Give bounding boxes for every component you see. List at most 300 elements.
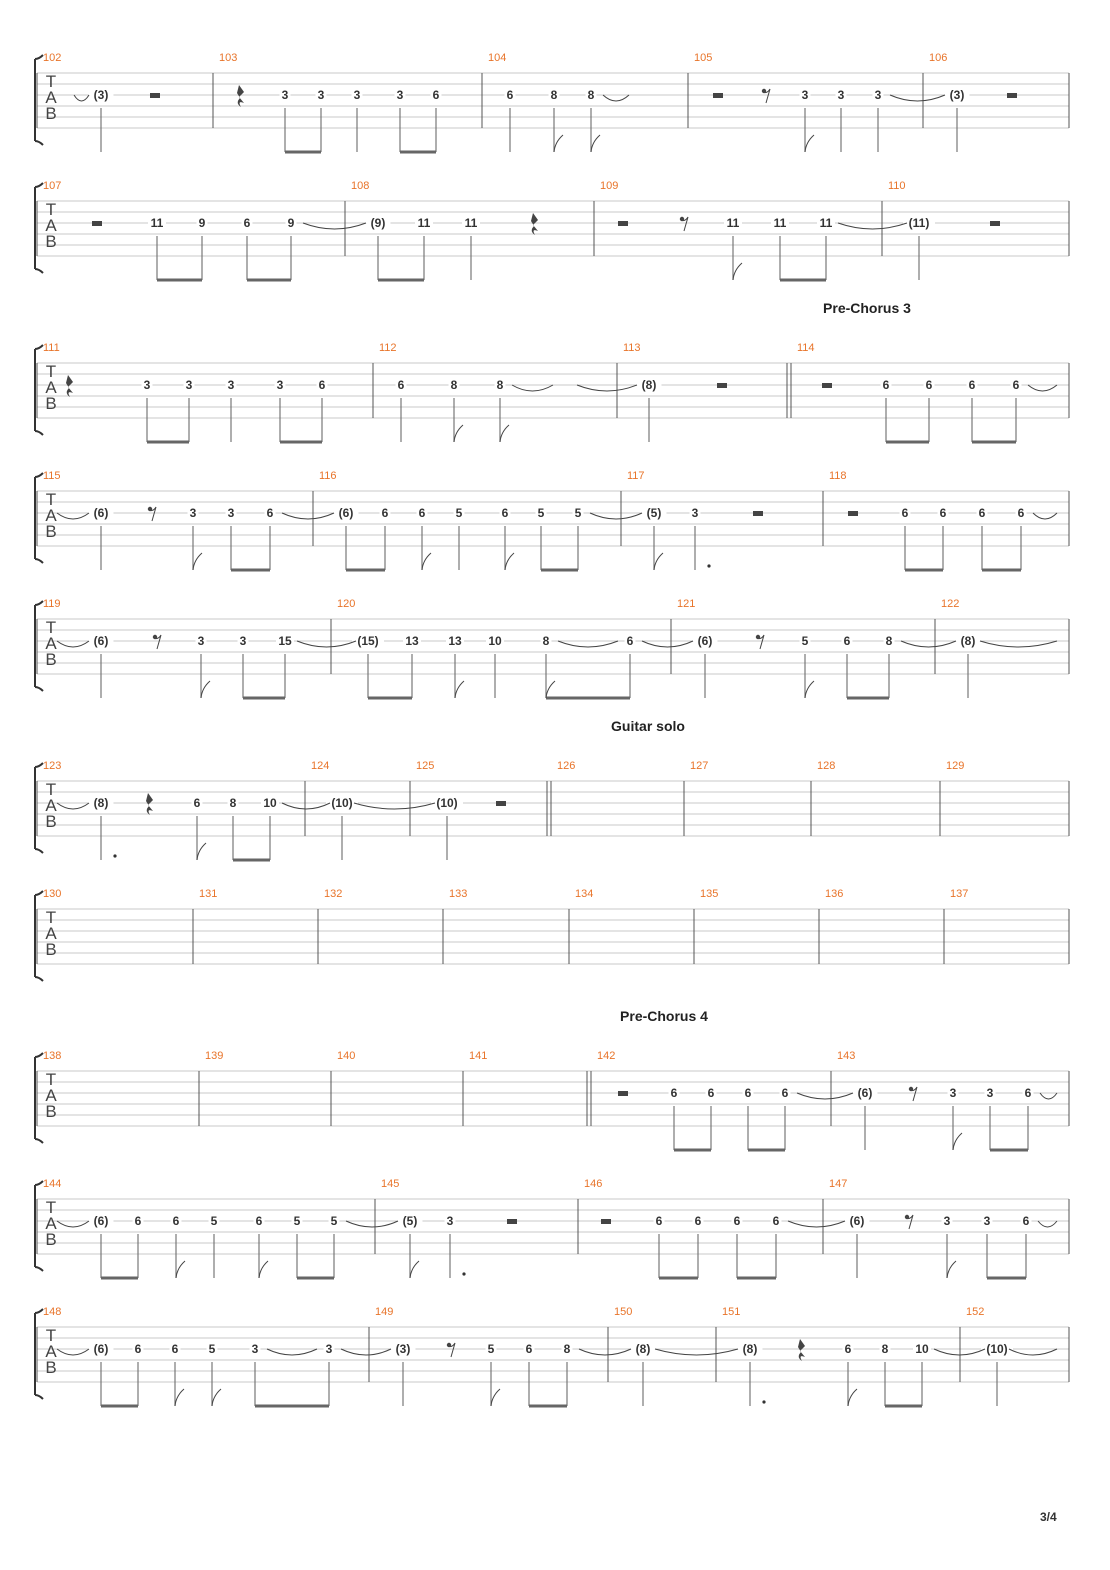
fret-number: 3 bbox=[143, 378, 151, 392]
fret-number: 10 bbox=[263, 796, 277, 810]
eighth-flag bbox=[212, 1389, 221, 1406]
tie-arc bbox=[57, 803, 89, 809]
tab-clef-b: B bbox=[45, 812, 57, 831]
measure-number: 102 bbox=[43, 52, 62, 64]
eighth-flag bbox=[953, 1133, 962, 1150]
tab-clef-a: A bbox=[45, 1086, 57, 1105]
half-rest bbox=[713, 93, 723, 98]
page-number: 3/4 bbox=[1040, 1510, 1057, 1524]
eighth-flag bbox=[546, 681, 555, 698]
measure-number: 128 bbox=[817, 760, 836, 772]
measure-number: 133 bbox=[449, 888, 468, 900]
tab-clef-b: B bbox=[45, 232, 57, 251]
fret-number: 11 bbox=[726, 216, 740, 230]
fret-number: 6 bbox=[172, 1214, 180, 1228]
tab-clef-b: B bbox=[45, 1230, 57, 1249]
fret-number: 5 bbox=[574, 506, 582, 520]
fret-number: (6) bbox=[849, 1214, 865, 1228]
fret-number: 6 bbox=[1012, 378, 1020, 392]
fret-number: 6 bbox=[397, 378, 405, 392]
fret-number: 6 bbox=[1017, 506, 1025, 520]
fret-number: 3 bbox=[325, 1342, 333, 1356]
measure-number: 104 bbox=[488, 52, 507, 64]
tab-system bbox=[35, 1008, 1069, 1150]
tie-arc bbox=[1028, 385, 1057, 391]
fret-number: 6 bbox=[744, 1086, 752, 1100]
tab-clef-a: A bbox=[45, 88, 57, 107]
measure-number: 120 bbox=[337, 598, 356, 610]
section-label: Pre-Chorus 4 bbox=[620, 1008, 708, 1024]
fret-number: 3 bbox=[837, 88, 845, 102]
fret-number: 3 bbox=[189, 506, 197, 520]
tab-system bbox=[35, 718, 1069, 860]
tie-arc bbox=[590, 513, 642, 519]
fret-number: 3 bbox=[276, 378, 284, 392]
fret-number: (15) bbox=[357, 634, 379, 648]
fret-number: 6 bbox=[694, 1214, 702, 1228]
tab-system bbox=[35, 888, 1069, 981]
measure-number: 152 bbox=[966, 1306, 985, 1318]
fret-number: 6 bbox=[707, 1086, 715, 1100]
tab-system bbox=[35, 598, 1069, 698]
measure-number: 147 bbox=[829, 1178, 848, 1190]
tie-arc bbox=[303, 223, 366, 229]
measure-number: 105 bbox=[694, 52, 713, 64]
tie-arc bbox=[788, 1221, 845, 1227]
fret-number: (6) bbox=[93, 634, 109, 648]
system-bracket bbox=[35, 345, 43, 435]
measure-number: 103 bbox=[219, 52, 238, 64]
measure-number: 129 bbox=[946, 760, 965, 772]
system-bracket bbox=[35, 473, 43, 563]
measure-number: 136 bbox=[825, 888, 844, 900]
fret-number: 3 bbox=[874, 88, 882, 102]
tie-arc bbox=[282, 803, 330, 809]
fret-number: 6 bbox=[772, 1214, 780, 1228]
fret-number: 8 bbox=[229, 796, 237, 810]
tab-clef-a: A bbox=[45, 216, 57, 235]
fret-number: 3 bbox=[281, 88, 289, 102]
tie-arc bbox=[655, 1349, 738, 1355]
fret-number: 6 bbox=[266, 506, 274, 520]
tie-arc bbox=[57, 1349, 89, 1355]
half-rest bbox=[601, 1219, 611, 1224]
fret-number: 3 bbox=[983, 1214, 991, 1228]
fret-number: 5 bbox=[537, 506, 545, 520]
tie-arc bbox=[558, 641, 618, 647]
fret-number: 3 bbox=[691, 506, 699, 520]
eighth-flag bbox=[805, 135, 814, 152]
tab-system bbox=[35, 1178, 1069, 1278]
eighth-flag bbox=[733, 263, 742, 280]
tab-clef-b: B bbox=[45, 104, 57, 123]
fret-number: 10 bbox=[915, 1342, 929, 1356]
tab-clef-t: T bbox=[45, 1070, 57, 1089]
measure-number: 144 bbox=[43, 1178, 62, 1190]
fret-number: 11 bbox=[150, 216, 164, 230]
measure-number: 126 bbox=[557, 760, 576, 772]
tab-system bbox=[35, 180, 1069, 280]
measure-number: 132 bbox=[324, 888, 343, 900]
measure-number: 115 bbox=[43, 470, 61, 482]
tie-arc bbox=[1009, 1349, 1057, 1355]
measure-number: 112 bbox=[379, 342, 397, 354]
tie-arc bbox=[267, 1349, 317, 1355]
tie-arc bbox=[980, 641, 1057, 647]
measure-number: 106 bbox=[929, 52, 948, 64]
tie-arc bbox=[890, 95, 945, 101]
tie-arc bbox=[1040, 1093, 1057, 1099]
measure-number: 151 bbox=[722, 1306, 741, 1318]
dot bbox=[762, 1400, 765, 1403]
tab-clef-b: B bbox=[45, 394, 57, 413]
half-rest bbox=[717, 383, 727, 388]
fret-number: 6 bbox=[506, 88, 514, 102]
eighth-flag bbox=[422, 553, 431, 570]
eighth-flag bbox=[591, 135, 600, 152]
fret-number: (10) bbox=[436, 796, 458, 810]
fret-number: (10) bbox=[331, 796, 353, 810]
fret-number: (5) bbox=[402, 1214, 418, 1228]
measure-number: 139 bbox=[205, 1050, 224, 1062]
eighth-flag bbox=[505, 553, 514, 570]
fret-number: 5 bbox=[210, 1214, 218, 1228]
measure-number: 145 bbox=[381, 1178, 400, 1190]
fret-number: (8) bbox=[742, 1342, 758, 1356]
half-rest bbox=[507, 1219, 517, 1224]
half-rest bbox=[618, 1091, 628, 1096]
eighth-flag bbox=[491, 1389, 500, 1406]
system-bracket bbox=[35, 1181, 43, 1271]
tie-arc bbox=[1038, 1221, 1057, 1227]
tab-clef-t: T bbox=[45, 362, 57, 381]
fret-number: (11) bbox=[908, 216, 930, 230]
fret-number: 6 bbox=[255, 1214, 263, 1228]
eighth-flag bbox=[848, 1389, 857, 1406]
tab-clef-b: B bbox=[45, 1102, 57, 1121]
measure-number: 118 bbox=[829, 470, 847, 482]
fret-number: 13 bbox=[448, 634, 462, 648]
tab-clef-t: T bbox=[45, 1326, 57, 1345]
measure-number: 113 bbox=[623, 342, 641, 354]
fret-number: 6 bbox=[171, 1342, 179, 1356]
fret-number: 8 bbox=[550, 88, 558, 102]
fret-number: (6) bbox=[93, 506, 109, 520]
half-rest bbox=[848, 511, 858, 516]
measure-number: 149 bbox=[375, 1306, 394, 1318]
section-label: Guitar solo bbox=[611, 718, 685, 734]
fret-number: 11 bbox=[773, 216, 787, 230]
tie-arc bbox=[579, 1349, 631, 1355]
tie-arc bbox=[354, 803, 435, 809]
measure-number: 140 bbox=[337, 1050, 356, 1062]
eighth-flag bbox=[197, 843, 206, 860]
eighth-flag bbox=[455, 681, 464, 698]
fret-number: 6 bbox=[844, 1342, 852, 1356]
fret-number: 8 bbox=[563, 1342, 571, 1356]
tie-arc bbox=[1033, 513, 1057, 519]
eighth-flag bbox=[259, 1261, 268, 1278]
fret-number: (6) bbox=[338, 506, 354, 520]
fret-number: 9 bbox=[287, 216, 295, 230]
tab-clef-b: B bbox=[45, 940, 57, 959]
dot bbox=[707, 564, 710, 567]
fret-number: 3 bbox=[197, 634, 205, 648]
fret-number: 5 bbox=[801, 634, 809, 648]
tab-clef-a: A bbox=[45, 506, 57, 525]
tie-arc bbox=[642, 641, 693, 647]
tab-system bbox=[35, 52, 1069, 152]
tab-clef-t: T bbox=[45, 72, 57, 91]
fret-number: 9 bbox=[198, 216, 206, 230]
measure-number: 114 bbox=[797, 342, 815, 354]
fret-number: (3) bbox=[93, 88, 109, 102]
system-bracket bbox=[35, 891, 43, 981]
fret-number: (3) bbox=[949, 88, 965, 102]
fret-number: 6 bbox=[134, 1342, 142, 1356]
fret-number: 3 bbox=[446, 1214, 454, 1228]
fret-number: 6 bbox=[968, 378, 976, 392]
fret-number: 3 bbox=[986, 1086, 994, 1100]
measure-number: 121 bbox=[677, 598, 696, 610]
tab-clef-a: A bbox=[45, 634, 57, 653]
measure-number: 116 bbox=[319, 470, 337, 482]
fret-number: 6 bbox=[318, 378, 326, 392]
fret-number: 3 bbox=[801, 88, 809, 102]
fret-number: (9) bbox=[370, 216, 386, 230]
eighth-flag bbox=[176, 1261, 185, 1278]
tab-clef-b: B bbox=[45, 1358, 57, 1377]
eighth-flag bbox=[554, 135, 563, 152]
fret-number: (6) bbox=[697, 634, 713, 648]
tie-arc bbox=[901, 641, 956, 647]
fret-number: (8) bbox=[635, 1342, 651, 1356]
tie-arc bbox=[341, 1349, 391, 1355]
half-rest bbox=[496, 801, 506, 806]
fret-number: 6 bbox=[432, 88, 440, 102]
fret-number: (5) bbox=[646, 506, 662, 520]
eighth-flag bbox=[805, 681, 814, 698]
fret-number: 3 bbox=[239, 634, 247, 648]
fret-number: 8 bbox=[587, 88, 595, 102]
fret-number: 3 bbox=[227, 378, 235, 392]
fret-number: 3 bbox=[943, 1214, 951, 1228]
eighth-flag bbox=[201, 681, 210, 698]
quarter-rest bbox=[146, 793, 153, 815]
fret-number: 11 bbox=[464, 216, 478, 230]
fret-number: 3 bbox=[317, 88, 325, 102]
half-rest bbox=[92, 221, 102, 226]
fret-number: 6 bbox=[418, 506, 426, 520]
system-bracket bbox=[35, 183, 43, 273]
system-bracket bbox=[35, 1053, 43, 1143]
measure-number: 117 bbox=[627, 470, 645, 482]
measure-number: 135 bbox=[700, 888, 719, 900]
fret-number: 6 bbox=[733, 1214, 741, 1228]
system-bracket bbox=[35, 1309, 43, 1399]
fret-number: 3 bbox=[353, 88, 361, 102]
tab-clef-t: T bbox=[45, 780, 57, 799]
fret-number: 3 bbox=[396, 88, 404, 102]
half-rest bbox=[1007, 93, 1017, 98]
fret-number: 5 bbox=[455, 506, 463, 520]
measure-number: 119 bbox=[43, 598, 61, 610]
fret-number: 5 bbox=[487, 1342, 495, 1356]
tab-clef-a: A bbox=[45, 924, 57, 943]
fret-number: 13 bbox=[405, 634, 419, 648]
tie-arc bbox=[346, 1221, 398, 1227]
fret-number: 6 bbox=[243, 216, 251, 230]
measure-number: 131 bbox=[199, 888, 218, 900]
measure-number: 122 bbox=[941, 598, 960, 610]
half-rest bbox=[990, 221, 1000, 226]
fret-number: 6 bbox=[193, 796, 201, 810]
measure-number: 142 bbox=[597, 1050, 616, 1062]
fret-number: 6 bbox=[525, 1342, 533, 1356]
fret-number: 3 bbox=[251, 1342, 259, 1356]
half-rest bbox=[822, 383, 832, 388]
fret-number: (6) bbox=[93, 1214, 109, 1228]
measure-number: 127 bbox=[690, 760, 709, 772]
tie-arc bbox=[57, 641, 89, 647]
fret-number: 6 bbox=[843, 634, 851, 648]
fret-number: 15 bbox=[278, 634, 292, 648]
fret-number: 3 bbox=[949, 1086, 957, 1100]
eighth-flag bbox=[947, 1261, 956, 1278]
tie-arc bbox=[603, 95, 629, 101]
fret-number: 5 bbox=[330, 1214, 338, 1228]
measure-number: 134 bbox=[575, 888, 594, 900]
fret-number: (8) bbox=[641, 378, 657, 392]
fret-number: 11 bbox=[417, 216, 431, 230]
fret-number: 6 bbox=[1022, 1214, 1030, 1228]
measure-number: 141 bbox=[469, 1050, 488, 1062]
fret-number: 8 bbox=[542, 634, 550, 648]
tie-arc bbox=[297, 641, 356, 647]
tab-system bbox=[35, 470, 1069, 570]
fret-number: 10 bbox=[488, 634, 502, 648]
half-rest bbox=[150, 93, 160, 98]
tie-arc bbox=[74, 95, 89, 101]
tab-system bbox=[35, 1306, 1069, 1406]
fret-number: 8 bbox=[881, 1342, 889, 1356]
tab-clef-t: T bbox=[45, 618, 57, 637]
fret-number: 3 bbox=[185, 378, 193, 392]
fret-number: 6 bbox=[978, 506, 986, 520]
tab-clef-b: B bbox=[45, 650, 57, 669]
eighth-flag bbox=[410, 1261, 419, 1278]
measure-number: 123 bbox=[43, 760, 62, 772]
tie-arc bbox=[838, 223, 907, 229]
measure-number: 107 bbox=[43, 180, 62, 192]
section-label: Pre-Chorus 3 bbox=[823, 300, 911, 316]
fret-number: (8) bbox=[93, 796, 109, 810]
system-bracket bbox=[35, 601, 43, 691]
fret-number: 6 bbox=[501, 506, 509, 520]
fret-number: 6 bbox=[626, 634, 634, 648]
measure-number: 137 bbox=[950, 888, 969, 900]
measure-number: 146 bbox=[584, 1178, 603, 1190]
fret-number: 8 bbox=[885, 634, 893, 648]
tab-system bbox=[35, 300, 1069, 442]
fret-number: 3 bbox=[227, 506, 235, 520]
fret-number: 5 bbox=[208, 1342, 216, 1356]
fret-number: 8 bbox=[496, 378, 504, 392]
fret-number: (10) bbox=[986, 1342, 1008, 1356]
half-rest bbox=[753, 511, 763, 516]
fret-number: (6) bbox=[93, 1342, 109, 1356]
tie-arc bbox=[57, 513, 89, 519]
tab-clef-a: A bbox=[45, 796, 57, 815]
eighth-flag bbox=[654, 553, 663, 570]
fret-number: 6 bbox=[381, 506, 389, 520]
tie-arc bbox=[577, 385, 637, 391]
eighth-flag bbox=[193, 553, 202, 570]
fret-number: 6 bbox=[655, 1214, 663, 1228]
tab-clef-t: T bbox=[45, 1198, 57, 1217]
measure-number: 109 bbox=[600, 180, 619, 192]
quarter-rest bbox=[798, 1339, 805, 1361]
measure-number: 125 bbox=[416, 760, 435, 772]
quarter-rest bbox=[531, 213, 538, 235]
dot bbox=[113, 854, 116, 857]
measure-number: 110 bbox=[888, 180, 906, 192]
measure-number: 148 bbox=[43, 1306, 62, 1318]
quarter-rest bbox=[237, 85, 244, 107]
system-bracket bbox=[35, 763, 43, 853]
tie-arc bbox=[512, 385, 553, 391]
measure-number: 124 bbox=[311, 760, 330, 772]
dot bbox=[462, 1272, 465, 1275]
fret-number: 6 bbox=[1024, 1086, 1032, 1100]
fret-number: 6 bbox=[925, 378, 933, 392]
fret-number: 6 bbox=[901, 506, 909, 520]
measure-number: 108 bbox=[351, 180, 370, 192]
fret-number: 6 bbox=[882, 378, 890, 392]
tab-clef-b: B bbox=[45, 522, 57, 541]
tab-clef-a: A bbox=[45, 378, 57, 397]
fret-number: 11 bbox=[819, 216, 833, 230]
eighth-flag bbox=[500, 425, 509, 442]
tab-clef-t: T bbox=[45, 908, 57, 927]
tie-arc bbox=[797, 1093, 853, 1099]
half-rest bbox=[618, 221, 628, 226]
measure-number: 138 bbox=[43, 1050, 62, 1062]
tie-arc bbox=[282, 513, 334, 519]
fret-number: 6 bbox=[939, 506, 947, 520]
eighth-flag bbox=[175, 1389, 184, 1406]
tab-clef-t: T bbox=[45, 490, 57, 509]
measure-number: 130 bbox=[43, 888, 62, 900]
fret-number: 6 bbox=[134, 1214, 142, 1228]
measure-number: 111 bbox=[43, 342, 60, 354]
system-bracket bbox=[35, 55, 43, 145]
fret-number: 5 bbox=[293, 1214, 301, 1228]
tie-arc bbox=[57, 1221, 89, 1227]
fret-number: 8 bbox=[450, 378, 458, 392]
measure-number: 143 bbox=[837, 1050, 856, 1062]
fret-number: 6 bbox=[670, 1086, 678, 1100]
fret-number: (3) bbox=[395, 1342, 411, 1356]
fret-number: (6) bbox=[857, 1086, 873, 1100]
eighth-flag bbox=[454, 425, 463, 442]
tab-clef-a: A bbox=[45, 1214, 57, 1233]
fret-number: 6 bbox=[781, 1086, 789, 1100]
quarter-rest bbox=[66, 375, 73, 397]
tab-clef-a: A bbox=[45, 1342, 57, 1361]
measure-number: 150 bbox=[614, 1306, 633, 1318]
tab-clef-t: T bbox=[45, 200, 57, 219]
